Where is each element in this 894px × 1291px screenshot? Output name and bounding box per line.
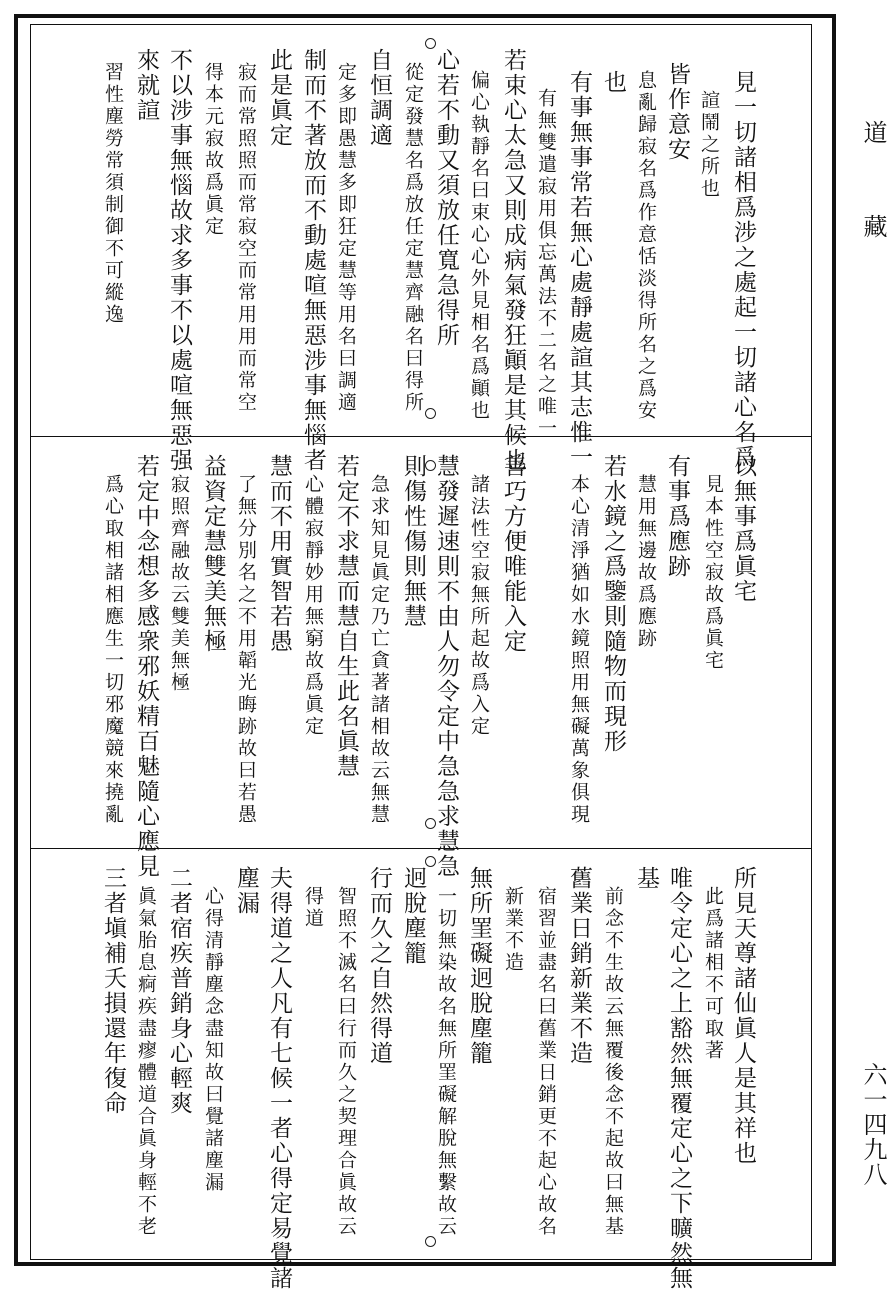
text-column: 此是眞定 bbox=[266, 48, 292, 148]
commentary-column: 新業不造 bbox=[502, 886, 524, 974]
commentary-column: 諠鬧之所也 bbox=[698, 90, 720, 200]
commentary-column: 心得清靜塵念盡知故曰覺諸塵漏 bbox=[202, 886, 224, 1194]
punctuation-circle bbox=[425, 818, 436, 829]
commentary-column: 爲心取相諸相應生一切邪魔競來撓亂 bbox=[102, 474, 124, 826]
panel-divider bbox=[30, 436, 812, 437]
text-column: 基 bbox=[633, 866, 659, 891]
margin-title-a: 道 bbox=[859, 120, 887, 144]
punctuation-circle bbox=[425, 38, 436, 49]
text-column: 慧發遲速則不由人勿令定中急急求慧急 bbox=[433, 454, 459, 879]
text-column: 有事爲應跡 bbox=[664, 454, 690, 579]
commentary-column: 此爲諸相不可取著 bbox=[702, 886, 724, 1062]
commentary-column: 前念不生故云無覆後念不起故曰無基 bbox=[602, 886, 624, 1238]
text-column: 有事無事常若無心處靜處諠其志惟一 bbox=[566, 70, 592, 470]
commentary-column: 得道 bbox=[302, 886, 324, 930]
commentary-column: 智照不滅名曰行而久之契理合眞故云 bbox=[335, 886, 357, 1238]
text-column: 若束心太急又則成病氣發狂顚是其候也 bbox=[500, 48, 526, 473]
commentary-column: 見本性空寂故爲眞宅 bbox=[702, 474, 724, 672]
text-column: 也 bbox=[600, 70, 626, 95]
commentary-column: 寂而常照照而常寂空而常用用而常空 bbox=[235, 62, 257, 414]
punctuation-circle bbox=[425, 856, 436, 867]
commentary-column: 宿習並盡名曰舊業日銷更不起心故名 bbox=[535, 886, 557, 1238]
commentary-column: 習性塵勞常須制御不可縱逸 bbox=[102, 62, 124, 326]
commentary-column: 偏心執靜名曰束心心外見相名爲顚也 bbox=[468, 70, 490, 422]
text-column: 益資定慧雙美無極 bbox=[200, 454, 226, 654]
page-number: 六一四九八 bbox=[859, 1062, 887, 1187]
commentary-column: 定多即愚慧多即狂定慧等用名曰調適 bbox=[335, 62, 357, 414]
text-column: 則傷性傷則無慧 bbox=[400, 454, 426, 629]
text-column: 善巧方便唯能入定 bbox=[500, 454, 526, 654]
commentary-column: 眞氣胎息痾疾盡瘳體道合眞身輕不老 bbox=[135, 886, 157, 1238]
text-column: 若定不求慧而慧自生此名眞慧 bbox=[333, 454, 359, 779]
text-column: 來就諠 bbox=[133, 48, 159, 123]
commentary-column: 急求知見眞定乃亡貪著諸相故云無慧 bbox=[368, 474, 390, 826]
punctuation-circle bbox=[425, 408, 436, 419]
commentary-column: 慧用無邊故爲應跡 bbox=[635, 474, 657, 650]
commentary-column: 本心清淨猶如水鏡照用無礙萬象俱現 bbox=[568, 474, 590, 826]
punctuation-circle bbox=[425, 460, 436, 471]
text-column: 迥脫塵籠 bbox=[400, 866, 426, 966]
text-column: 若水鏡之爲鑒則隨物而現形 bbox=[600, 454, 626, 754]
commentary-column: 一切無染故名無所罣礙解脫無繫故云 bbox=[435, 886, 457, 1238]
text-column: 行而久之自然得道 bbox=[366, 866, 392, 1066]
text-column: 舊業日銷新業不造 bbox=[566, 866, 592, 1066]
commentary-column: 心體寂靜妙用無窮故爲眞定 bbox=[302, 474, 324, 738]
text-column: 自恒調適 bbox=[366, 48, 392, 148]
text-column: 皆作意安 bbox=[664, 62, 690, 162]
text-column: 若定中念想多感衆邪妖精百魅隨心應見 bbox=[133, 454, 159, 879]
text-column: 慧而不用實智若愚 bbox=[266, 454, 292, 654]
punctuation-circle bbox=[425, 1236, 436, 1247]
commentary-column: 諸法性空寂無所起故爲入定 bbox=[468, 474, 490, 738]
text-column: 唯令定心之上豁然無覆定心之下曠然無 bbox=[666, 866, 692, 1291]
commentary-column: 了無分別名之不用韜光晦跡故曰若愚 bbox=[235, 474, 257, 826]
text-column: 見一切諸相爲涉之處起一切諸心名爲 bbox=[730, 70, 756, 470]
text-column: 三者塡補夭損還年復命 bbox=[100, 866, 126, 1116]
margin-title-b: 藏 bbox=[859, 214, 887, 238]
text-column: 塵漏 bbox=[233, 866, 259, 916]
commentary-column: 得本元寂故爲眞定 bbox=[202, 62, 224, 238]
text-column: 二者宿疾普銷身心輕爽 bbox=[166, 866, 192, 1116]
text-column: 心若不動又須放任寬急得所 bbox=[433, 48, 459, 348]
commentary-column: 有無雙遣寂用俱忘萬法不二名之唯一 bbox=[535, 88, 557, 440]
text-column: 所見天尊諸仙眞人是其祥也 bbox=[730, 866, 756, 1166]
commentary-column: 息亂歸寂名爲作意恬淡得所名之爲安 bbox=[635, 70, 657, 422]
commentary-column: 寂照齊融故云雙美無極 bbox=[168, 474, 190, 694]
text-column: 不以涉事無惱故求多事不以處喧無惡强 bbox=[166, 48, 192, 473]
text-column: 以無事爲眞宅 bbox=[730, 454, 756, 604]
commentary-column: 從定發慧名爲放任定慧齊融名曰得所 bbox=[402, 62, 424, 414]
text-column: 夫得道之人凡有七候一者心得定易覺諸 bbox=[266, 866, 292, 1291]
text-column: 無所罣礙迥脫塵籠 bbox=[466, 866, 492, 1066]
text-column: 制而不著放而不動處喧無惡涉事無惱者 bbox=[300, 48, 326, 473]
